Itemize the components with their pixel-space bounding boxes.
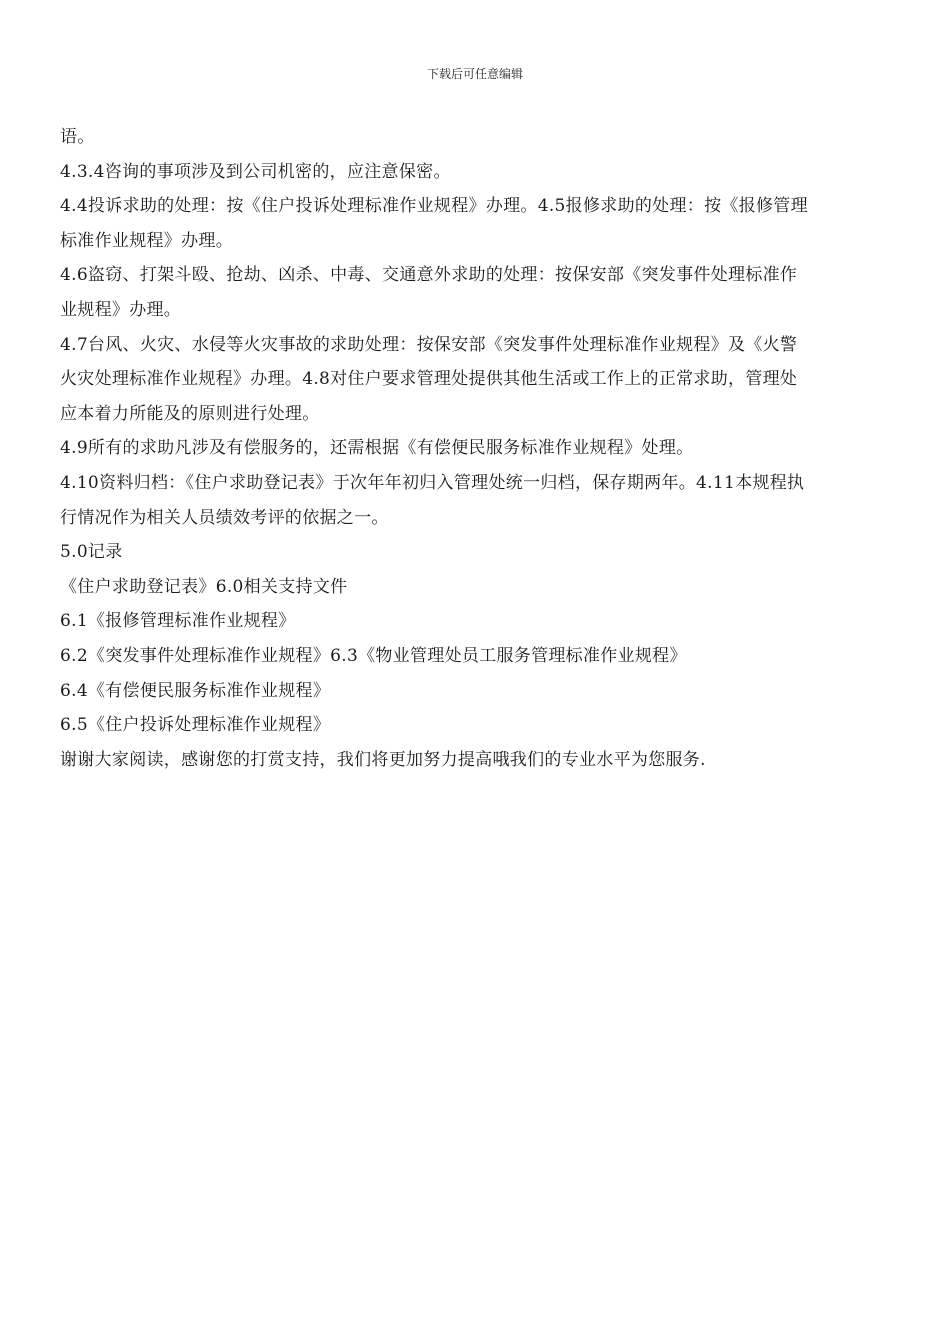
text-line: 火灾处理标准作业规程》办理。4.8对住户要求管理处提供其他生活或工作上的正常求助，管理处: [60, 369, 798, 390]
section-heading: 5.0记录: [60, 542, 123, 563]
document-body: [60, 120, 894, 777]
text-line: 标准作业规程》办理。: [60, 230, 233, 251]
closing-note: 谢谢大家阅读，感谢您的打赏支持，我们将更加努力提高哦我们的专业水平为您服务.: [60, 749, 706, 770]
text-line: 4.6盗窃、打架斗殴、抢劫、凶杀、中毒、交通意外求助的处理：按保安部《突发事件处理标准作: [60, 265, 798, 286]
text-line: 行情况作为相关人员绩效考评的依据之一。: [60, 507, 389, 528]
text-line: 4.9所有的求助凡涉及有偿服务的，还需根据《有偿便民服务标准作业规程》处理。: [60, 438, 694, 459]
reference-item: 6.1《报修管理标准作业规程》: [60, 611, 296, 632]
reference-item: 6.2《突发事件处理标准作业规程》6.3《物业管理处员工服务管理标准作业规程》: [60, 645, 687, 666]
reference-item: 6.4《有偿便民服务标准作业规程》: [60, 680, 331, 701]
text-line: 业规程》办理。: [60, 299, 182, 320]
text-line: 4.4投诉求助的处理：按《住户投诉处理标准作业规程》办理。4.5报修求助的处理：按《报修管理: [60, 196, 808, 217]
text-line: 《住户求助登记表》6.0相关支持文件: [60, 576, 348, 597]
text-line: 应本着力所能及的原则进行处理。: [60, 403, 320, 424]
text-line: 语。: [60, 127, 95, 147]
text-line: 4.10资料归档：《住户求助登记表》于次年年初归入管理处统一归档，保存期两年。4.11本规程执: [60, 472, 805, 493]
text-line: 4.3.4咨询的事项涉及到公司机密的，应注意保密。: [60, 161, 451, 182]
text-line: 4.7台风、火灾、水侵等火灾事故的求助处理：按保安部《突发事件处理标准作业规程》及《火警: [60, 334, 798, 355]
page-header: 下载后可任意编辑: [426, 67, 523, 81]
reference-item: 6.5《住户投诉处理标准作业规程》: [60, 715, 331, 736]
